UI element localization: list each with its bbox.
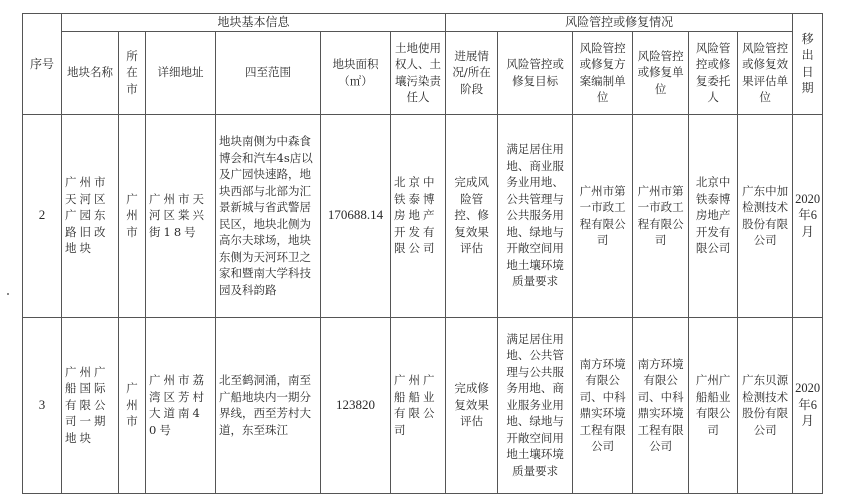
- cell-exec-unit: 广州市第一市政工程有限公司: [633, 114, 689, 317]
- cell-name: 广州市天河区广园东路旧改地块: [62, 114, 119, 317]
- cell-progress: 完成风险管控、修复效果评估: [446, 114, 498, 317]
- cell-eval-unit: 广东中加检测技术股份有限公司: [738, 114, 793, 317]
- group-header-row: [23, 14, 823, 32]
- cell-eval-unit: 广东贝源检测技术股份有限公司: [738, 317, 793, 493]
- scan-speck: [7, 293, 9, 295]
- col-header-seq: 序号: [23, 14, 62, 115]
- cell-boundary: 北至鹤洞涌，南至广船地块内一期分界线，西至芳村大道，东至珠江: [216, 317, 321, 493]
- cell-seq: 3: [23, 317, 62, 493]
- site-removal-table: [22, 13, 823, 494]
- cell-target: 满足居住用地、公共管理与公共服务用地、商业服务业用地、绿地与开敞空间用地土壤环境质量要求: [498, 317, 573, 493]
- cell-boundary: 地块南侧为中森食博会和汽车4s店以及广园快速路，地块西部与北部为汇景新城与省武警居民区，地块北侧为高尔夫球场，地块东侧为天河环卫之家和暨南大学科技园及科韵路: [216, 114, 321, 317]
- col-header-removal-date: 移出日期: [793, 14, 823, 115]
- cell-area: 170688.14: [321, 114, 391, 317]
- col-header-responsible: 土地使用权人、土壤污染责任人: [391, 31, 446, 114]
- col-header-name: 地块名称: [62, 31, 119, 114]
- col-header-plan-unit: 风险管控或修复方案编制单位: [573, 31, 633, 114]
- group-header-risk-control: 风险管控或修复情况: [446, 14, 793, 32]
- col-header-target: 风险管控或修复目标: [498, 31, 573, 114]
- table-row: [23, 114, 823, 317]
- cell-responsible: 北京中铁泰博房地产开发有限公司: [391, 114, 446, 317]
- table-row: [23, 317, 823, 493]
- col-header-exec-unit: 风险管控或修复单位: [633, 31, 689, 114]
- cell-removal-date: 2020年6月: [793, 114, 823, 317]
- col-header-address: 详细地址: [146, 31, 216, 114]
- cell-client: 广州广船船业有限公司: [689, 317, 738, 493]
- col-header-client: 风险管控或修复委托人: [689, 31, 738, 114]
- cell-target: 满足居住用地、商业服务业用地、公共管理与公共服务用地、绿地与开敞空间用地土壤环境质量要求: [498, 114, 573, 317]
- cell-city: 广州市: [119, 317, 146, 493]
- cell-responsible: 广州广船船业有限公司: [391, 317, 446, 493]
- cell-exec-unit: 南方环境有限公司、中科鼎实环境工程有限公司: [633, 317, 689, 493]
- cell-plan-unit: 南方环境有限公司、中科鼎实环境工程有限公司: [573, 317, 633, 493]
- cell-name: 广州广船国际有限公司一期地块: [62, 317, 119, 493]
- cell-removal-date: 2020年6月: [793, 317, 823, 493]
- cell-address: 广州市天河区棠兴街18号: [146, 114, 216, 317]
- col-header-city: 所在市: [119, 31, 146, 114]
- col-header-area: 地块面积（㎡）: [321, 31, 391, 114]
- cell-city: 广州市: [119, 114, 146, 317]
- col-header-boundary: 四至范围: [216, 31, 321, 114]
- cell-seq: 2: [23, 114, 62, 317]
- cell-address: 广州市荔湾区芳村大道南40号: [146, 317, 216, 493]
- group-header-basic-info: 地块基本信息: [62, 14, 446, 32]
- cell-client: 北京中铁泰博房地产开发有限公司: [689, 114, 738, 317]
- col-header-eval-unit: 风险管控或修复效果评估单位: [738, 31, 793, 114]
- cell-plan-unit: 广州市第一市政工程有限公司: [573, 114, 633, 317]
- cell-progress: 完成修复效果评估: [446, 317, 498, 493]
- col-header-progress: 进展情况/所在阶段: [446, 31, 498, 114]
- cell-area: 123820: [321, 317, 391, 493]
- column-header-row: [23, 31, 823, 114]
